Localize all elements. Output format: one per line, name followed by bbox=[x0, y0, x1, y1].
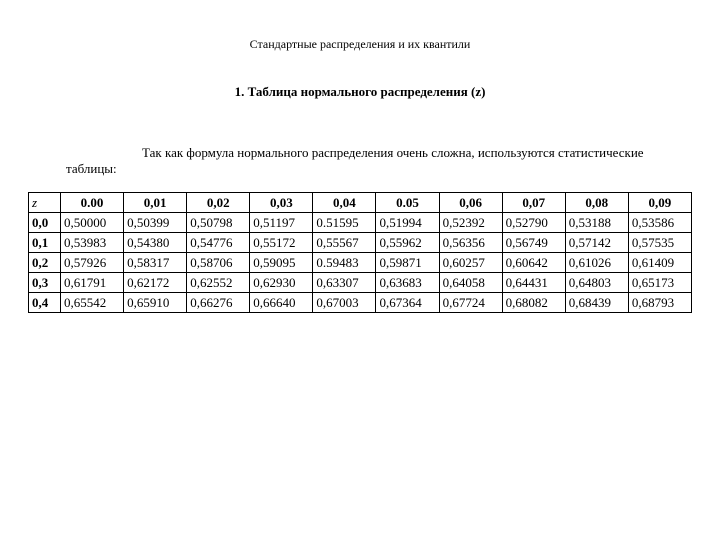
table-cell: 0,53983 bbox=[61, 233, 124, 253]
table-cell: 0,59871 bbox=[376, 253, 439, 273]
table-cell: 0,56356 bbox=[439, 233, 502, 253]
table-cell: 0,68439 bbox=[565, 293, 628, 313]
column-header: 0,02 bbox=[187, 193, 250, 213]
table-cell: 0,59095 bbox=[250, 253, 313, 273]
table-cell: 0,51994 bbox=[376, 213, 439, 233]
table-cell: 0,57926 bbox=[61, 253, 124, 273]
table-cell: 0,67003 bbox=[313, 293, 376, 313]
table-cell: 0,61026 bbox=[565, 253, 628, 273]
table-cell: 0,55567 bbox=[313, 233, 376, 253]
table-cell: 0,68082 bbox=[502, 293, 565, 313]
table-cell: 0,50798 bbox=[187, 213, 250, 233]
table-cell: 0,57142 bbox=[565, 233, 628, 253]
z-value-cell: 0,3 bbox=[29, 273, 61, 293]
table-header-row bbox=[29, 193, 692, 213]
intro-paragraph: Так как формула нормального распределения очень сложна, используются статистические таблицы: bbox=[66, 145, 644, 176]
table-cell: 0,52392 bbox=[439, 213, 502, 233]
table-cell: 0,65910 bbox=[124, 293, 187, 313]
table-cell: 0,57535 bbox=[628, 233, 691, 253]
table-row bbox=[29, 273, 692, 293]
table-cell: 0,67724 bbox=[439, 293, 502, 313]
column-header: 0,07 bbox=[502, 193, 565, 213]
column-header: 0.00 bbox=[61, 193, 124, 213]
table-cell: 0,66276 bbox=[187, 293, 250, 313]
column-header: 0,03 bbox=[250, 193, 313, 213]
table-cell: 0,50000 bbox=[61, 213, 124, 233]
table-row bbox=[29, 233, 692, 253]
table-cell: 0,51197 bbox=[250, 213, 313, 233]
table-cell: 0,53586 bbox=[628, 213, 691, 233]
z-value-cell: 0,4 bbox=[29, 293, 61, 313]
table-cell: 0,61409 bbox=[628, 253, 691, 273]
table-cell: 0,67364 bbox=[376, 293, 439, 313]
column-header: 0,09 bbox=[628, 193, 691, 213]
table-cell: 0,64058 bbox=[439, 273, 502, 293]
column-header: 0,04 bbox=[313, 193, 376, 213]
table-cell: 0,56749 bbox=[502, 233, 565, 253]
table-cell: 0,55962 bbox=[376, 233, 439, 253]
table-cell: 0,65173 bbox=[628, 273, 691, 293]
table-cell: 0,66640 bbox=[250, 293, 313, 313]
table-cell: 0,62552 bbox=[187, 273, 250, 293]
table-cell: 0,68793 bbox=[628, 293, 691, 313]
column-header: 0.05 bbox=[376, 193, 439, 213]
table-cell: 0,64431 bbox=[502, 273, 565, 293]
table-cell: 0,63683 bbox=[376, 273, 439, 293]
table-cell: 0,62930 bbox=[250, 273, 313, 293]
z-value-cell: 0,1 bbox=[29, 233, 61, 253]
table-cell: 0.59483 bbox=[313, 253, 376, 273]
column-header: 0,06 bbox=[439, 193, 502, 213]
page-header: Стандартные распределения и их квантили bbox=[249, 37, 471, 51]
table-cell: 0,60257 bbox=[439, 253, 502, 273]
table-cell: 0,64803 bbox=[565, 273, 628, 293]
column-header-z: z bbox=[29, 193, 61, 213]
table-cell: 0,65542 bbox=[61, 293, 124, 313]
table-cell: 0,62172 bbox=[124, 273, 187, 293]
table-row bbox=[29, 213, 692, 233]
normal-distribution-table bbox=[28, 192, 692, 313]
z-value-cell: 0,0 bbox=[29, 213, 61, 233]
table-cell: 0,58706 bbox=[187, 253, 250, 273]
column-header: 0,08 bbox=[565, 193, 628, 213]
column-header: 0,01 bbox=[124, 193, 187, 213]
table-cell: 0,54776 bbox=[187, 233, 250, 253]
z-value-cell: 0,2 bbox=[29, 253, 61, 273]
table-cell: 0,50399 bbox=[124, 213, 187, 233]
table-cell: 0,52790 bbox=[502, 213, 565, 233]
table-cell: 0,61791 bbox=[61, 273, 124, 293]
table-cell: 0.51595 bbox=[313, 213, 376, 233]
table-cell: 0,63307 bbox=[313, 273, 376, 293]
table-cell: 0,60642 bbox=[502, 253, 565, 273]
section-title: 1. Таблица нормального распределения (z) bbox=[234, 84, 486, 99]
table-cell: 0,55172 bbox=[250, 233, 313, 253]
table-cell: 0,53188 bbox=[565, 213, 628, 233]
table-row bbox=[29, 253, 692, 273]
table-row bbox=[29, 293, 692, 313]
table-cell: 0,54380 bbox=[124, 233, 187, 253]
table-cell: 0,58317 bbox=[124, 253, 187, 273]
